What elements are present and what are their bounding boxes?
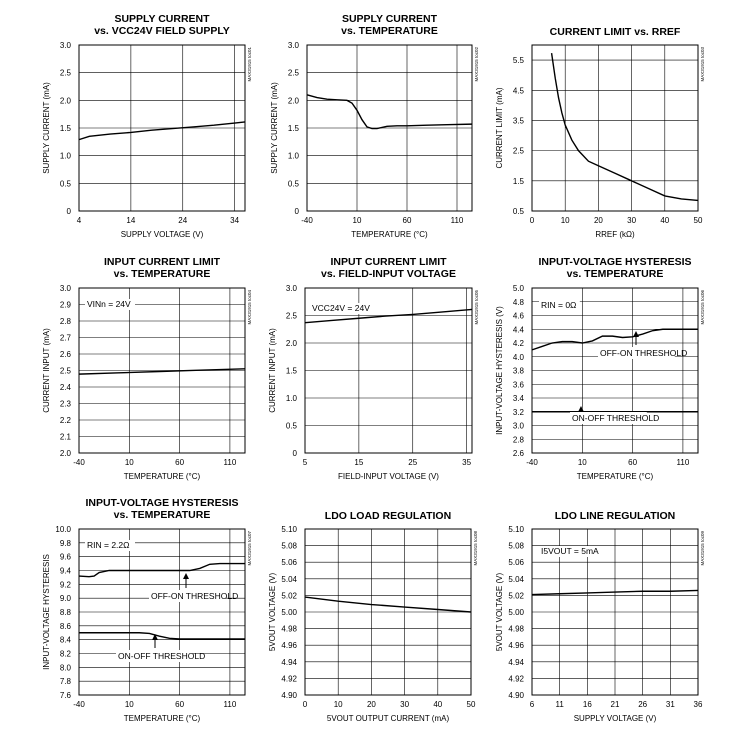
- x-tick-label: -40: [73, 458, 85, 467]
- condition-annotation: I5VOUT = 5mA: [541, 546, 599, 556]
- y-tick-label: 4.0: [512, 352, 524, 362]
- figure-code: MAX31915 toc06: [700, 290, 705, 325]
- y-tick-label: 4.2: [512, 339, 524, 348]
- x-tick-label: 30: [627, 216, 637, 225]
- y-tick-label: 9.2: [59, 580, 71, 590]
- y-tick-label: 5.02: [281, 591, 297, 601]
- y-axis-label: INPUT-VOLTAGE HYSTERESIS: [42, 554, 51, 670]
- y-tick-label: 4.90: [508, 691, 524, 700]
- y-tick-label: 0.5: [285, 421, 297, 431]
- y-tick-label: 1.5: [285, 366, 297, 376]
- y-tick-label: 5.00: [281, 608, 297, 617]
- y-tick-label: 3.0: [287, 41, 299, 50]
- x-tick-label: 24: [178, 216, 188, 225]
- y-tick-label: 4.92: [281, 674, 297, 684]
- condition-annotation: RIN = 0Ω: [541, 300, 577, 310]
- figure-code: MAX31915 toc03: [700, 47, 705, 82]
- x-tick-label: 0: [529, 216, 535, 225]
- x-tick-label: 110: [450, 216, 464, 225]
- y-tick-label: 2.5: [59, 366, 71, 376]
- chart-title: vs. TEMPERATURE: [566, 268, 664, 280]
- x-tick-label: 20: [366, 700, 376, 709]
- y-tick-label: 3.8: [512, 366, 524, 376]
- y-tick-label: 0: [66, 207, 71, 216]
- x-tick-label: 0: [302, 700, 308, 709]
- y-tick-label: 4.94: [508, 657, 524, 667]
- y-tick-label: 10.0: [55, 525, 71, 534]
- x-tick-label: 10: [124, 700, 134, 709]
- x-tick-label: 34: [230, 216, 240, 225]
- chart-title: INPUT CURRENT LIMIT: [330, 256, 447, 268]
- y-tick-label: 9.8: [59, 538, 71, 548]
- x-tick-label: 16: [582, 700, 592, 709]
- arrow-head: [183, 573, 189, 579]
- x-tick-label: 60: [175, 458, 185, 467]
- y-tick-label: 0.5: [287, 179, 299, 189]
- y-tick-label: 1.5: [512, 176, 524, 186]
- y-tick-label: 9.0: [59, 594, 71, 604]
- x-tick-label: 31: [665, 700, 675, 709]
- y-tick-label: 1.0: [287, 151, 299, 161]
- y-tick-label: 2.5: [287, 68, 299, 78]
- chart-title: INPUT-VOLTAGE HYSTERESIS: [538, 256, 692, 268]
- x-tick-label: 110: [223, 458, 237, 467]
- y-tick-label: 4.6: [512, 311, 524, 321]
- x-tick-label: 35: [462, 458, 472, 467]
- x-tick-label: 21: [610, 700, 620, 709]
- chart-4: [42, 256, 252, 481]
- x-axis-label: TEMPERATURE (°C): [123, 714, 201, 723]
- series-line-1: [552, 53, 698, 200]
- x-tick-label: 40: [433, 700, 443, 709]
- x-tick-label: 15: [354, 458, 364, 467]
- y-axis-label: 5VOUT VOLTAGE (V): [495, 572, 504, 652]
- x-axis-label: 5VOUT OUTPUT CURRENT (mA): [326, 714, 450, 723]
- figure-code: MAX31915 toc01: [247, 47, 252, 82]
- y-tick-label: 0: [292, 449, 297, 458]
- x-tick-label: 10: [124, 458, 134, 467]
- chart-1: [42, 13, 252, 239]
- chart-title: CURRENT LIMIT vs. RREF: [549, 26, 681, 38]
- y-tick-label: 2.5: [59, 68, 71, 78]
- x-tick-label: 6: [529, 700, 535, 709]
- y-tick-label: 1.5: [287, 124, 299, 133]
- y-tick-label: 4.5: [512, 86, 524, 96]
- y-axis-label: 5VOUT VOLTAGE (V): [268, 572, 277, 652]
- y-tick-label: 5.02: [508, 591, 524, 601]
- y-tick-label: 5.10: [281, 525, 297, 534]
- chart-6: [495, 256, 705, 481]
- x-tick-label: 50: [466, 700, 476, 709]
- y-tick-label: 0: [294, 207, 299, 216]
- series-line-1: [307, 95, 472, 129]
- y-tick-label: 1.0: [285, 394, 297, 403]
- y-tick-label: 9.4: [59, 566, 71, 576]
- x-tick-label: 60: [175, 700, 185, 709]
- series-line-2: [79, 633, 245, 639]
- x-tick-label: 5: [302, 458, 308, 467]
- y-tick-label: 1.5: [59, 124, 71, 133]
- y-tick-label: 9.6: [59, 552, 71, 562]
- threshold-label: ON-OFF THRESHOLD: [118, 651, 206, 661]
- y-tick-label: 7.8: [59, 677, 71, 687]
- chart-title: INPUT CURRENT LIMIT: [103, 256, 221, 268]
- y-tick-label: 3.0: [59, 41, 71, 50]
- chart-title: vs. TEMPERATURE: [341, 25, 438, 37]
- chart-5: [268, 256, 479, 481]
- y-tick-label: 5.00: [508, 608, 524, 617]
- y-tick-label: 4.90: [281, 691, 297, 700]
- y-tick-label: 5.08: [281, 541, 297, 551]
- x-axis-label: FIELD-INPUT VOLTAGE (V): [338, 472, 439, 481]
- chart-7: [42, 497, 252, 723]
- x-tick-label: -40: [73, 700, 85, 709]
- chart-title: vs. VCC24V FIELD SUPPLY: [94, 25, 230, 37]
- condition-annotation: RIN = 2.2Ω: [87, 540, 130, 550]
- series-line-1: [79, 369, 245, 374]
- y-tick-label: 2.7: [59, 333, 71, 343]
- x-tick-label: 60: [402, 216, 412, 225]
- chart-title: LDO LINE REGULATION: [554, 510, 676, 522]
- y-tick-label: 5.10: [508, 525, 524, 534]
- chart-8: [268, 510, 478, 723]
- y-tick-label: 5.06: [281, 558, 297, 568]
- chart-title: SUPPLY CURRENT: [114, 13, 210, 25]
- series-line-1: [79, 564, 245, 577]
- condition-annotation: VINn = 24V: [87, 299, 131, 309]
- y-tick-label: 5.04: [281, 574, 297, 584]
- y-tick-label: 2.9: [59, 300, 71, 310]
- y-tick-label: 5.08: [508, 541, 524, 551]
- x-axis-label: TEMPERATURE (°C): [123, 472, 201, 481]
- x-axis-label: SUPPLY VOLTAGE (V): [120, 230, 204, 239]
- chart-3: [495, 26, 705, 239]
- y-tick-label: 4.4: [512, 325, 524, 335]
- x-tick-label: 110: [676, 458, 690, 467]
- y-tick-label: 2.5: [285, 311, 297, 321]
- figure-code: MAX31915 toc02: [474, 47, 479, 82]
- y-tick-label: 8.6: [59, 621, 71, 631]
- y-tick-label: 1.0: [59, 151, 71, 161]
- chart-title: vs. TEMPERATURE: [113, 509, 211, 521]
- threshold-label: OFF-ON THRESHOLD: [600, 348, 688, 358]
- y-tick-label: 2.0: [285, 339, 297, 348]
- y-tick-label: 8.8: [59, 608, 71, 617]
- x-tick-label: 40: [660, 216, 670, 225]
- y-tick-label: 4.8: [512, 297, 524, 307]
- y-tick-label: 8.2: [59, 649, 71, 659]
- y-axis-label: SUPPLY CURRENT (mA): [42, 82, 51, 174]
- y-tick-label: 2.6: [59, 350, 71, 359]
- x-tick-label: 14: [126, 216, 136, 225]
- y-tick-label: 2.8: [59, 317, 71, 326]
- x-tick-label: -40: [301, 216, 313, 225]
- arrow-head: [633, 331, 639, 337]
- y-tick-label: 2.0: [287, 96, 299, 106]
- y-tick-label: 3.4: [512, 394, 524, 403]
- y-tick-label: 5.06: [508, 558, 524, 568]
- y-tick-label: 5.04: [508, 574, 524, 584]
- figure-code: MAX31915 toc04: [247, 290, 252, 325]
- x-tick-label: 30: [400, 700, 410, 709]
- figure-code: MAX31915 toc05: [474, 290, 479, 325]
- x-tick-label: 11: [555, 700, 564, 709]
- y-tick-label: 4.98: [508, 624, 524, 634]
- y-tick-label: 7.6: [59, 691, 71, 700]
- y-axis-label: CURRENT LIMIT (mA): [495, 87, 504, 169]
- x-tick-label: 60: [628, 458, 638, 467]
- y-tick-label: 2.6: [512, 449, 524, 458]
- x-axis-label: TEMPERATURE (°C): [576, 472, 654, 481]
- y-tick-label: 3.0: [59, 284, 71, 293]
- chart-title: LDO LOAD REGULATION: [324, 510, 452, 522]
- y-tick-label: 4.94: [281, 657, 297, 667]
- y-tick-label: 3.0: [285, 284, 297, 293]
- x-axis-label: RREF (kΩ): [595, 230, 635, 239]
- y-axis-label: INPUT-VOLTAGE HYSTERESIS (V): [495, 306, 504, 435]
- x-tick-label: 110: [223, 700, 237, 709]
- y-axis-label: SUPPLY CURRENT (mA): [270, 82, 279, 174]
- y-tick-label: 4.98: [281, 624, 297, 634]
- figure-code: MAX31915 toc09: [700, 531, 705, 566]
- threshold-label: OFF-ON THRESHOLD: [151, 591, 239, 601]
- threshold-label: ON-OFF THRESHOLD: [572, 413, 660, 423]
- y-tick-label: 3.2: [512, 407, 524, 417]
- arrow-head: [578, 406, 584, 412]
- y-tick-label: 3.0: [512, 421, 524, 431]
- y-tick-label: 0.5: [59, 179, 71, 189]
- y-tick-label: 5.5: [512, 56, 524, 66]
- x-tick-label: 50: [693, 216, 703, 225]
- y-tick-label: 4.96: [281, 641, 297, 651]
- chart-9: [495, 510, 705, 723]
- chart-2: [270, 13, 479, 239]
- y-tick-label: 4.96: [508, 641, 524, 651]
- chart-title: vs. TEMPERATURE: [113, 268, 211, 280]
- y-tick-label: 8.0: [59, 663, 71, 673]
- series-line-1: [532, 329, 698, 350]
- plot-frame: [532, 45, 698, 211]
- y-axis-label: CURRENT INPUT (mA): [268, 328, 277, 413]
- x-tick-label: 26: [638, 700, 648, 709]
- x-tick-label: 4: [76, 216, 82, 225]
- y-axis-label: CURRENT INPUT (mA): [42, 328, 51, 413]
- series-line-1: [79, 122, 245, 140]
- y-tick-label: 8.4: [59, 635, 71, 645]
- x-tick-label: 10: [577, 458, 587, 467]
- y-tick-label: 2.4: [59, 383, 71, 392]
- x-tick-label: 10: [333, 700, 343, 709]
- y-tick-label: 3.6: [512, 380, 524, 390]
- x-tick-label: 25: [408, 458, 418, 467]
- series-line-1: [305, 597, 471, 612]
- y-tick-label: 3.5: [512, 116, 524, 126]
- x-tick-label: 10: [560, 216, 570, 225]
- chart-title: INPUT-VOLTAGE HYSTERESIS: [85, 497, 239, 509]
- x-tick-label: 36: [693, 700, 703, 709]
- chart-title: SUPPLY CURRENT: [341, 13, 438, 25]
- x-tick-label: 20: [593, 216, 603, 225]
- x-tick-label: 10: [352, 216, 362, 225]
- y-tick-label: 2.0: [59, 449, 71, 458]
- y-tick-label: 4.92: [508, 674, 524, 684]
- y-tick-label: 0.5: [512, 207, 524, 216]
- y-tick-label: 2.5: [512, 146, 524, 156]
- y-tick-label: 2.2: [59, 416, 71, 425]
- y-tick-label: 2.1: [59, 432, 71, 442]
- y-tick-label: 2.0: [59, 96, 71, 106]
- y-tick-label: 5.0: [512, 284, 524, 293]
- x-axis-label: TEMPERATURE (°C): [351, 230, 428, 239]
- x-axis-label: SUPPLY VOLTAGE (V): [573, 714, 657, 723]
- y-tick-label: 2.3: [59, 399, 71, 409]
- chart-title: vs. FIELD-INPUT VOLTAGE: [321, 268, 456, 280]
- y-tick-label: 2.8: [512, 435, 524, 445]
- condition-annotation: VCC24V = 24V: [312, 303, 370, 313]
- figure-code: MAX31915 toc07: [247, 531, 252, 566]
- x-tick-label: -40: [526, 458, 538, 467]
- figure-code: MAX31915 toc08: [473, 531, 478, 566]
